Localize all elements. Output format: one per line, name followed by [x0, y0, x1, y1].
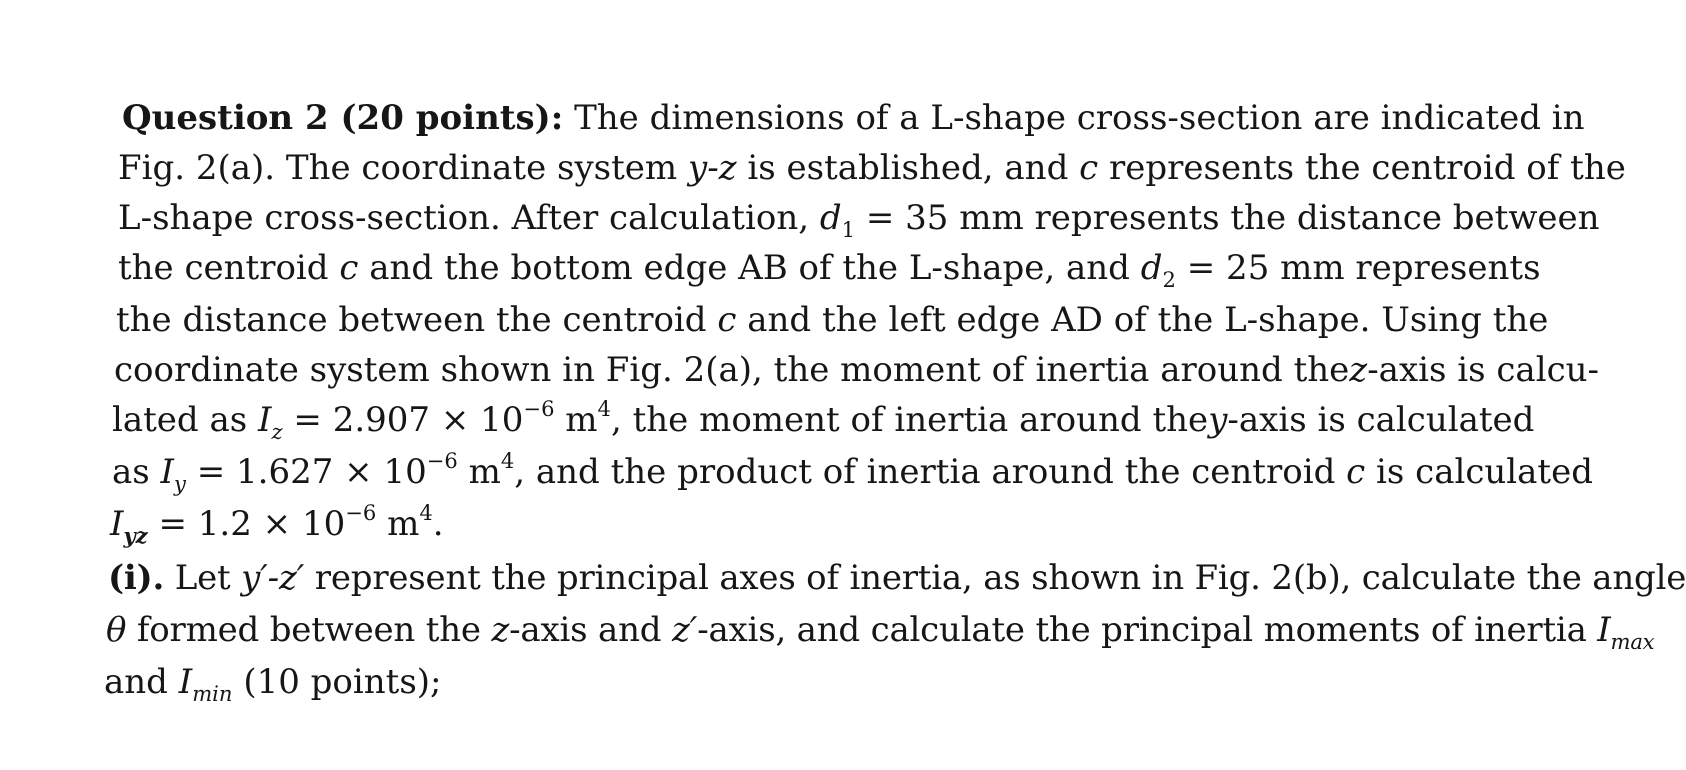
math-symbol: c	[717, 300, 737, 340]
part-label: (i).	[108, 558, 165, 598]
text-fragment: and	[104, 662, 168, 702]
text-line-8	[112, 447, 1593, 496]
text-line-3	[118, 198, 1600, 242]
text-fragment: m	[468, 452, 501, 492]
text-fragment: L-shape cross-section. After calculation,	[118, 198, 810, 238]
text-fragment: .	[432, 504, 444, 544]
math-subscript: 1	[841, 216, 856, 242]
text-line-5	[116, 300, 1549, 340]
math-symbol: d	[819, 198, 842, 238]
math-symbol: I	[110, 504, 124, 544]
math-Imin	[178, 662, 233, 706]
math-symbol: z′	[671, 610, 698, 650]
math-subscript: y	[173, 470, 186, 496]
text-fragment: -axis is calculated	[1227, 400, 1535, 440]
text-fragment: -axis, and calculate the principal moments of inertia	[697, 610, 1587, 650]
text-fragment: = 1.627 × 10	[196, 452, 427, 492]
part-i-line-1	[108, 558, 1686, 598]
math-symbol: y′-z′	[241, 558, 305, 598]
text-fragment: is calculated	[1376, 452, 1593, 492]
question-heading: Question 2 (20 points):	[122, 98, 564, 138]
math-Iyz	[110, 504, 148, 548]
text-fragment: represents the centroid of the	[1109, 148, 1626, 188]
text-fragment: = 2.907 × 10	[293, 400, 524, 440]
math-symbol: c	[339, 248, 359, 288]
math-symbol: d	[1140, 248, 1163, 288]
text-fragment: the distance between the centroid	[116, 300, 707, 340]
text-fragment: = 25 mm represents	[1186, 248, 1541, 288]
math-symbol: y-z	[687, 148, 737, 188]
text-line-4	[118, 248, 1541, 292]
math-superscript: −6	[523, 395, 555, 421]
text-fragment: m	[387, 504, 420, 544]
math-symbol: y	[1208, 400, 1228, 440]
math-Imax	[1597, 610, 1655, 654]
text-line-6	[114, 350, 1599, 390]
text-fragment: Let	[174, 558, 231, 598]
text-fragment: m	[565, 400, 598, 440]
text-fragment: and the left edge AD of the L-shape. Using the	[747, 300, 1549, 340]
text-fragment: formed between the	[136, 610, 481, 650]
text-fragment: The dimensions of a L-shape cross-section are indicated in	[574, 98, 1585, 138]
math-subscript: yz	[123, 522, 148, 548]
math-d2	[1140, 248, 1176, 292]
math-symbol: I	[178, 662, 193, 702]
math-symbol: I	[258, 400, 272, 440]
text-fragment: = 35 mm represents the distance between	[865, 198, 1600, 238]
text-fragment: Fig. 2(a). The coordinate system	[118, 148, 678, 188]
math-symbol: c	[1079, 148, 1099, 188]
math-symbol: I	[160, 452, 174, 492]
text-line-7	[112, 395, 1535, 444]
text-line-9	[110, 499, 444, 548]
math-d1	[819, 198, 856, 242]
math-subscript: max	[1610, 628, 1655, 654]
text-fragment: coordinate system shown in Fig. 2(a), the moment of inertia around the	[114, 350, 1350, 390]
text-fragment: = 1.2 × 10	[158, 504, 346, 544]
text-fragment: -axis is calcu-	[1367, 350, 1599, 390]
math-symbol: I	[1597, 610, 1611, 650]
math-superscript: 4	[597, 395, 611, 421]
text-fragment: as	[112, 452, 150, 492]
text-fragment: , the moment of inertia around the	[610, 400, 1209, 440]
text-line-1	[122, 98, 1585, 138]
math-symbol: z	[491, 610, 510, 650]
text-fragment: the centroid	[118, 248, 329, 288]
part-i-line-2	[106, 610, 1655, 654]
text-line-2	[118, 148, 1626, 188]
math-Iy	[160, 452, 186, 496]
math-subscript: 2	[1162, 266, 1176, 292]
part-i-line-3	[104, 662, 442, 706]
math-superscript: 4	[419, 499, 433, 525]
math-Iz	[258, 400, 283, 444]
math-symbol: θ	[106, 610, 127, 650]
math-superscript: 4	[500, 447, 515, 473]
math-symbol: z	[1349, 350, 1368, 390]
math-symbol: c	[1346, 452, 1366, 492]
math-superscript: −6	[426, 447, 458, 473]
math-subscript: min	[192, 680, 233, 706]
math-subscript: z	[271, 418, 283, 444]
text-fragment: lated as	[112, 400, 248, 440]
text-fragment: -axis and	[509, 610, 662, 650]
text-fragment: and the bottom edge AB of the L-shape, and	[369, 248, 1130, 288]
text-fragment: represent the principal axes of inertia, as shown in Fig. 2(b), calculate the angle	[314, 558, 1686, 598]
math-superscript: −6	[345, 499, 377, 525]
text-fragment: (10 points);	[243, 662, 442, 702]
text-fragment: is established, and	[747, 148, 1069, 188]
text-fragment: , and the product of inertia around the centroid	[514, 452, 1336, 492]
